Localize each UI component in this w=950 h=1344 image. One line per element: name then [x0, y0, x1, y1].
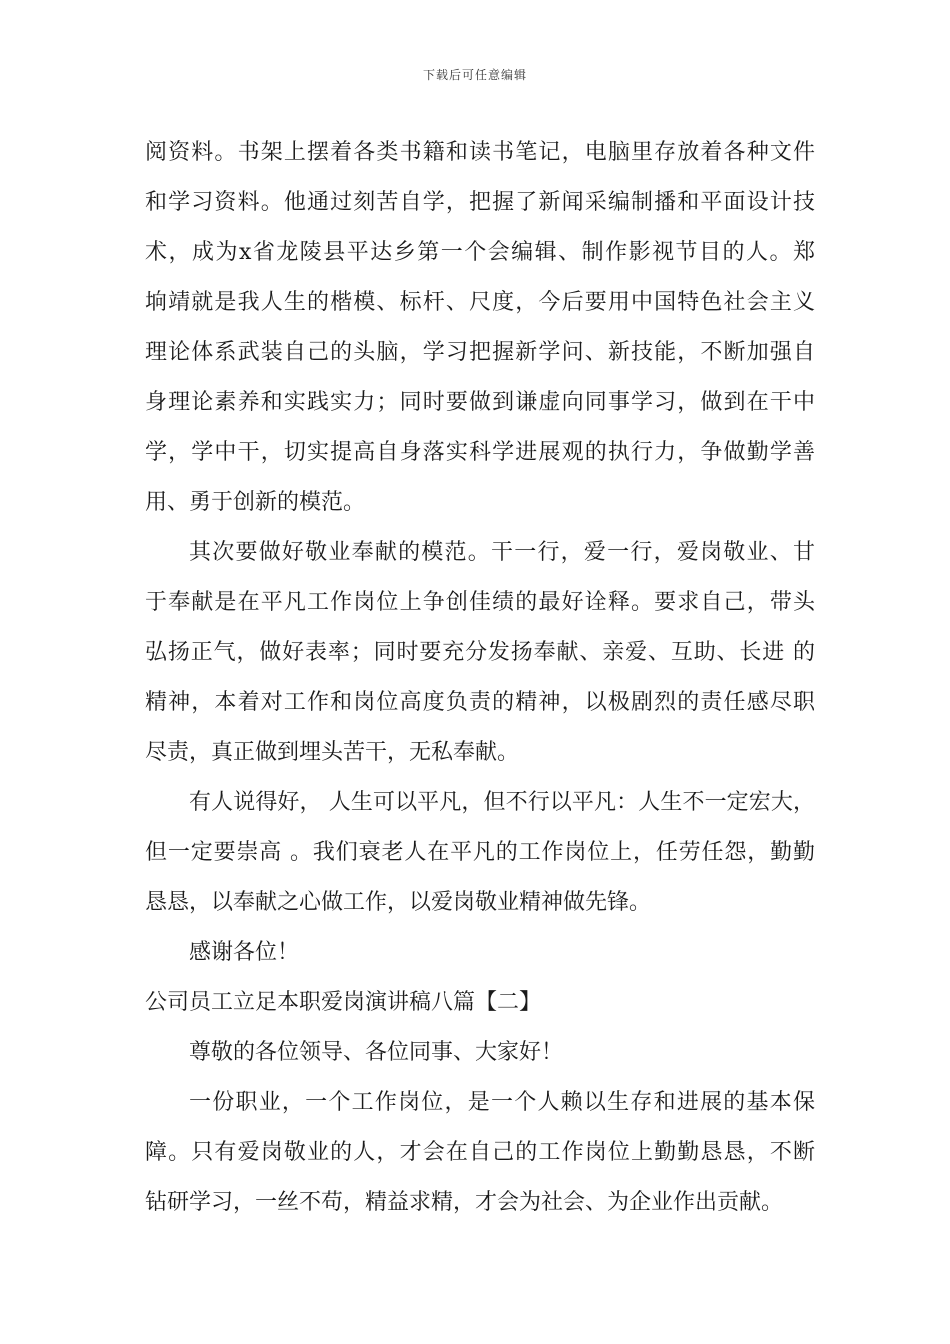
- text-line: 阅资料。书架上摆着各类书籍和读书笔记，电脑里存放着各种文件: [145, 140, 815, 165]
- text-line: 有人说得好， 人生可以平凡，但不行以平凡：人生不一定宏大，: [189, 790, 815, 815]
- greeting-line: 尊敬的各位领导、各位同事、大家好！: [189, 1040, 564, 1065]
- text-line: 垧靖就是我人生的楷模、标杆、尺度，今后要用中国特色社会主义: [145, 290, 815, 315]
- text-line: 精神，本着对工作和岗位高度负责的精神，以极剧烈的责任感尽职: [145, 690, 815, 715]
- text-line: 其次要做好敬业奉献的模范。干一行，爱一行，爱岗敬业、甘: [189, 540, 815, 565]
- text-line: 理论体系武装自己的头脑，学习把握新学问、新技能，不断加强自: [145, 340, 815, 365]
- section-heading: 公司员工立足本职爱岗演讲稿八篇【二】: [145, 990, 542, 1015]
- text-line: 感谢各位！: [189, 940, 300, 965]
- text-line: 一份职业，一个工作岗位，是一个人赖以生存和进展的基本保: [189, 1090, 815, 1115]
- text-line: 和学习资料。他通过刻苦自学，把握了新闻采编制播和平面设计技: [145, 190, 815, 215]
- text-line: 身理论素养和实践实力；同时要做到谦虚向同事学习，做到在干中: [145, 390, 815, 415]
- document-body: [145, 128, 815, 1228]
- text-line: 恳恳，以奉献之心做工作，以爱岗敬业精神做先锋。: [145, 890, 652, 915]
- text-line: 弘扬正气，做好表率；同时要充分发扬奉献、亲爱、互助、长进 的: [145, 640, 815, 665]
- text-line: 学，学中干，切实提高自身落实科学进展观的执行力，争做勤学善: [145, 440, 815, 465]
- text-line: 于奉献是在平凡工作岗位上争创佳绩的最好诠释。要求自己，带头: [145, 590, 815, 615]
- text-line: 但一定要崇高 。我们衰老人在平凡的工作岗位上，任劳任怨，勤勤: [145, 840, 815, 865]
- text-line: 术，成为x省龙陵县平达乡第一个会编辑、制作影视节目的人。郑: [145, 240, 815, 265]
- header-note: 下载后可任意编辑: [422, 68, 527, 82]
- text-line: 钻研学习，一丝不苟，精益求精，才会为社会、为企业作出贡献。: [145, 1190, 784, 1215]
- text-line: 尽责，真正做到埋头苦干，无私奉献。: [145, 740, 520, 765]
- text-line: 障。只有爱岗敬业的人，才会在自己的工作岗位上勤勤恳恳，不断: [145, 1140, 815, 1165]
- text-line: 用、勇于创新的模范。: [145, 490, 366, 515]
